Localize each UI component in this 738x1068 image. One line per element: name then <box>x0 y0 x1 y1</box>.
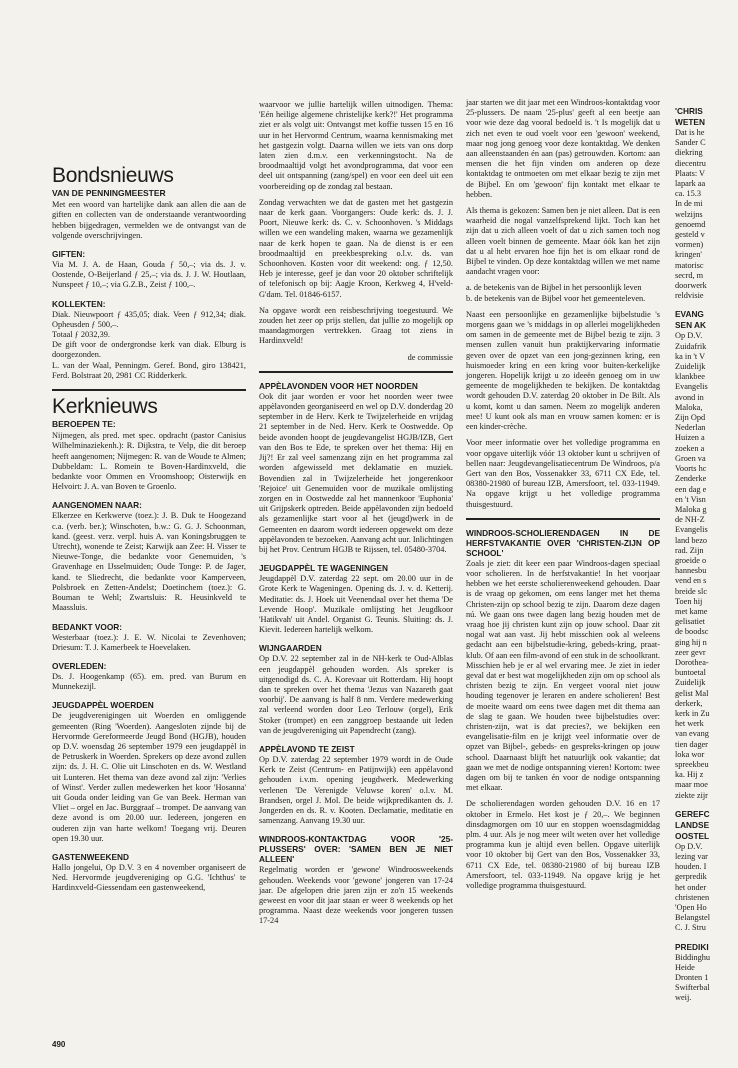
col4-heading-1b: WETEN <box>675 117 705 127</box>
col4-line: hannesbu <box>675 566 707 576</box>
col4-heading-1: 'CHRIS <box>675 106 703 116</box>
col4-line: het werk <box>675 719 704 729</box>
col4-line: Biddinghu <box>675 952 711 962</box>
col4-line: gesteld v <box>675 230 705 240</box>
col4-line: loka wor <box>675 749 705 759</box>
col4-line: avond in <box>675 392 704 402</box>
col4-line: met kame <box>675 606 708 616</box>
col4-line: Dorothea- <box>675 657 709 667</box>
col4-line: Nederlan <box>675 423 706 433</box>
beroepen-text: Nijmegen, als pred. met spec. opdracht (pastor Canisius Wilhelminaziekenh.): R. Dijkstra, te Velp, die dit beroep heeft aangenomen; Nijmegen: R. van de Woude te Almen; Dubbeldam: L. Romein te Boven-Hardinxveld, die bedankte voor Ommen en Vroomshoop; Oisterwijk en Helvoirt: J. A. van Boven te Groenlo. <box>52 431 246 492</box>
col4-line: lapark aa <box>675 179 706 189</box>
col4-line: en 't Visn <box>675 494 706 504</box>
gastenweekend-cont-2: Zondag verwachten we dat de gasten met het gastgezin naar de kerk gaan. Voorgangers: Oude kerk: ds. J. J. Poort, Nieuwe kerk: ds. C. v. Schoonhoven. 's Middags willen we een wandeling maken, waarna we gezamenlijk naar de kerk hopen te gaan. Na de dienst is er een broodmaaltijd en preekbespreking o.l.v. ds. van Schoonhoven. Kosten voor dit weekend: ong. ƒ 12,50. Heb je interesse, geef je dan voor 20 oktober schriftelijk of telefonisch op bij: Aagje Kroon, Kerkweg 4, H'veld-G'dam. Tel. 01846-6157. <box>259 197 453 299</box>
col4-line: ging hij n <box>675 637 707 647</box>
col4-line: Swifterbal <box>675 983 710 993</box>
col4-line: zeer gevr <box>675 647 706 657</box>
windroos-kontaktdag-text: Regelmatig worden er 'gewone' Windroosweekends gehouden. Weekends voor 'gewone' jongeren van 17-24 jaar. De afgelopen drie jaren zijn er zo'n 15 weekends geweest en voor dit jaar staan er weer 8 weekends op het programma. Naast deze weekends voor jongeren tussen 17-24 <box>259 865 453 926</box>
col4-heading-2b: SEN AK <box>675 320 707 331</box>
col4-line: Groen va <box>675 453 706 463</box>
col4-line: weij. <box>675 993 692 1003</box>
aangenomen-heading: AANGENOMEN NAAR: <box>52 500 142 511</box>
col4-line: Zuidafrik <box>675 341 707 351</box>
col4-line: houden. I <box>675 862 707 872</box>
col4-line: doorwerk <box>675 281 707 291</box>
col4-line: Voorts hc <box>675 464 707 474</box>
col4-heading-4: PREDIKI <box>675 941 709 952</box>
section-divider <box>52 389 246 391</box>
col4-line: Zenderke <box>675 474 707 484</box>
kontaktdag-point-b: b. de betekenis van de Bijbel voor het gemeenteleven. <box>466 293 646 303</box>
col4-line: gelisatiet <box>675 617 705 627</box>
penningmeester-signature: L. van der Waal, Penningm. Geref. Bond, giro 138421, Ferd. Bolstraat 20, 2981 CC Ridderkerk. <box>52 360 246 380</box>
col4-line: 'Open Ho <box>675 903 707 913</box>
penningmeester-heading: VAN DE PENNINGMEESTER <box>52 188 166 198</box>
col4-line: Op D.V. <box>675 841 703 851</box>
col4-line: Zuidelijk <box>675 362 706 372</box>
col4-line: derkerk, <box>675 698 703 708</box>
bondsnieuws-intro: Met een woord van hartelijke dank aan allen die aan de giften en collecten van de onderstaande verantwoording hebben bijgedragen, vermelden we de ontvangst van de volgende overschrijvingen. <box>52 200 246 240</box>
col4-heading-3: GEREFC <box>675 808 710 819</box>
col4-block-4 <box>675 953 738 1004</box>
overleden-heading: OVERLEDEN: <box>52 660 107 671</box>
col4-line: Maloka, <box>675 402 703 412</box>
wageningen-heading: JEUGDAPPÈL TE WAGENINGEN <box>259 563 388 574</box>
col4-line: klankbee <box>675 372 705 382</box>
kollekten-text: Diak. Nieuwpoort ƒ 435,05; diak. Veen ƒ 912,34; diak. Opheusden ƒ 500,–. <box>52 309 246 329</box>
col4-line: van evang <box>675 729 709 739</box>
scholierendagen-text-2: De scholierendagen worden gehouden D.V. 16 en 17 oktober in Ermelo. Het kost je ƒ 20,–. We beginnen dinsdagmorgen om 10 uur en stoppen woensdagmiddag plm. 4 uur. Als je nog meer wilt weten over het volledige programma kun je altijd even bellen. Opgave uiterlijk voor 10 oktober bij Gert van den Bos, Vossenakker 33, 6711 CX Ede, tel. 08380-21980 of bij bureau IZB Amersfoort, tel. 033-11949. Na opgave krijg je het volledige programma thuisgestuurd. <box>466 799 660 891</box>
col4-line: spreekbeu <box>675 759 709 769</box>
bedankt-heading: BEDANKT VOOR: <box>52 621 123 632</box>
col4-heading-2: EVANG <box>675 309 704 320</box>
aangenomen-text: Elkerzee en Kerkwerve (toez.): J. B. Duk te Hoogezand c.a. (verb. ber.); Winschoten, b.w.: G. G. J. Schoonman, kand. (geest. verz. verpl. huis A. van Koningsbruggen te Utrecht), wonende te Zeist; Karwijk aan Zee: H. Visser te Nieuwe-Tonge, die bedankte voor Genemuiden, 's Gravenhage en IJsselmuiden; Oude Tonge: P. de Jager, kand. te Sliedrecht, die bedankte voor Kamperveen, Polsbroek en Zetten-Andelst; Doetinchem (toez.): G. Bouman te Wehl; Zwartsluis: R. Heusinkveld te Maassluis. <box>52 511 246 613</box>
col4-line: christenen <box>675 892 710 902</box>
col4-line: een dag e <box>675 484 707 494</box>
zeist-text: Op D.V. zaterdag 22 september 1979 wordt in de Oude Kerk te Zeist (Centrum- en Patijnwijk) een appèlavond gehouden i.v.m. opening jeugdwerk. Medewerking verlenen 'De Verenigde Veluwse koren' o.l.v. M. Brandsen, orgel J. Mol. De beide wijkpredikanten ds. J. Jongerden en ds. R. v. Kooten. Declamatie, meditatie en samenzang. Aanvang 19.30 uur. <box>259 754 453 826</box>
col4-line: Heide <box>675 962 695 972</box>
column-1 <box>52 160 246 900</box>
col4-line: Maloka g <box>675 504 707 514</box>
col4-line: Dat is he <box>675 128 705 137</box>
col4-line: groeide o <box>675 555 707 565</box>
col4-heading-3b: LANDSE <box>675 819 710 830</box>
kontaktdag-cont-2: Als thema is gekozen: Samen ben je niet alleen. Dat is een waarheid die nogal vanzelfsprekend lijkt. Toch kan het zijn dat u zich alleen voelt of dat u zich samen toch nog alleen voelt binnen de gemeente. Maar óók kan het zijn dat u al hebt ervaren hoe fijn het is om elkaar rond de Bijbel te vinden. Op deze kontaktdag willen we met name aandacht vragen voor: <box>466 206 660 277</box>
wijngaarden-text: Op D.V. 22 september zal in de NH-kerk te Oud-Alblas een jeugdappèl gehouden worden. Als spreker is uitgenodigd ds. C. A. Korevaar uit Rotterdam. Hij hoopt dan te spreken over het thema 'Jezus van Nazareth gaat voorbij'. De aanvang is half 8 nm. Verdere medewerking zal verleend worden door Leo Terlouw (orgel), Erik Stoker (trompet) en een zanggroep bestaande uit leden van de jeugdvereniging uit Papendrecht (zang). <box>259 654 453 735</box>
col4-line: Op D.V. <box>675 331 703 341</box>
giften-heading: GIFTEN: <box>52 249 86 260</box>
col4-line: ca. 15.3 <box>675 189 702 199</box>
col4-line: Dronten 1 <box>675 973 709 983</box>
wageningen-text: Jeugdappèl D.V. zaterdag 22 sept. om 20.00 uur in de Grote Kerk te Wageningen. Opening ds. J. v. d. Ketterij. Meditatie: ds. J. Hoek uit Veenendaal over het thema 'De Levende Hoop'. Muzikale omlijsting het Jeugdkoor 'Hatikvah' uit Andel. Organist G. Teunis. Sluiting: ds. J. Kievit. Iedereen hartelijk welkom. <box>259 574 453 635</box>
col4-line: welzijns <box>675 209 703 219</box>
col4-line: In de mi <box>675 199 703 209</box>
kontaktdag-cont-3: Naast een persoonlijke en gezamenlijke bijbelstudie 's morgens gaan we 's middags in op allerlei mogelijkheden om samen in de gemeente met de Bijbel bezig te zijn. 3 mensen zullen vanuit hun praktijkervaring informatie geven over de opzet van een jong-gezinnen kring, een huismoeder kring en een kring voor buiten-kerkelijke jongeren. Hopelijk krijgt u zo ideeën genoeg om in uw gemeente de mogelijkheden te bekijken. De kontaktdag wordt gehouden D.V. zaterdag 20 oktober in De Bilt. Als u komt, komt u dan samen. Neem zo mogelijk anderen mee! U kunt ook als man en vrouw samen komen: er is een kinder-crèche. <box>466 309 660 432</box>
gastenweekend-cont-1: waarvoor we jullie hartelijk willen uitnodigen. Thema: 'Eén heilige algemene christelijke kerk?!' Het programma ziet er als volgt uit: Ontvangst met koffie tussen 15 en 16 uur in het Hervormd Centrum, waarna kennismaking met het gastgezin volgt. Daarna willen we iets van ons dorp laten zien d.m.v. een verkenningstocht. Na de broodmaaltijd volgt het avondprogramma, dat voor een deel uit ontspanning (zang/spel) en voor een deel uit een voorbereiding op de zondag zal bestaan. <box>259 100 453 191</box>
scholierendagen-heading: WINDROOS-SCHOLIERENDAGEN IN DE HERFSTVAKANTIE OVER 'CHRISTEN-ZIJN OP SCHOOL' <box>466 527 660 558</box>
col4-line: maar moe <box>675 780 708 790</box>
kollekten-heading: KOLLEKTEN: <box>52 298 106 309</box>
col4-line: Plaats: V <box>675 168 706 178</box>
col4-block-2 <box>675 331 738 800</box>
col4-line: Toen hij <box>675 596 703 606</box>
col4-block-3 <box>675 842 738 934</box>
col4-line: diekring <box>675 148 703 158</box>
col4-line: de boodsc <box>675 627 709 637</box>
column-3 <box>466 98 660 897</box>
col4-line: buntoetal <box>675 668 706 678</box>
col4-line: reldvisie <box>675 291 704 301</box>
wijngaarden-heading: WIJNGAARDEN <box>259 643 322 654</box>
col4-line: de NH-Z <box>675 515 705 525</box>
column-2 <box>259 100 453 933</box>
gastenweekend-heading: GASTENWEEKEND <box>52 851 129 862</box>
bondsnieuws-title: Bondsnieuws <box>52 164 174 187</box>
col4-line: Evangelis <box>675 525 708 535</box>
col4-heading-3c: OOSTEL <box>675 830 710 841</box>
commissie-signature: de commissie <box>407 352 453 362</box>
col4-line: ka in 't V <box>675 351 706 361</box>
col4-line: land bezo <box>675 535 708 545</box>
col4-line: gerpredik <box>675 872 707 882</box>
gastenweekend-cont-3: Na opgave wordt een reisbeschrijving toegestuurd. We zouden het zeer op prijs stellen, dat jullie zo mogelijk op maandagmorgen vertrekken. Graag tot ziens in Hardinxveld! <box>259 305 453 346</box>
col4-line: gelist Mal <box>675 688 709 698</box>
giften-text: Via M. J. A. de Haan, Gouda ƒ 50,–; via ds. J. v. Oostende, O-Beijerland ƒ 25,–; via ds. J. J. W. Houtlaan, Nunspeet ƒ 10,–; via G.Z.B., Zeist ƒ 100,–. <box>52 260 246 290</box>
col4-line: tien dager <box>675 739 708 749</box>
jeugdappel-woerden-text: De jeugdverenigingen uit Woerden en omliggende gemeenten (Ring 'Woerden). Aangesloten zijnde bij de Hervormde Gereformeerde Jeugd Bond (HGJB), houden op D.V. woensdag 26 september 1979 een jeugdappèl in de Petruskerk in Woerden. Sprekers op deze avond zullen zijn: ds. J. H. C. Olie uit Linschoten en ds. W. Westland uit Lunteren. Het thema van deze avond zal zijn: 'Verlies of Winst'. Verder zullen medewerken het koor 'Hosanna' uit Gouda onder leiding van Ge van Beek. Herman van Vliet – orgel en Jac. Burggraaf – trompet. De aanvang van deze avond is om 20.00 uur. Iedereen, jongeren en ouderen zijn van harte welkom! Toegang vrij. Deuren open 19.30 uur. <box>52 711 246 843</box>
col4-line: Belangstel <box>675 913 711 923</box>
section-divider <box>259 371 453 373</box>
kontaktdag-point-a: a. de betekenis van de Bijbel in het persoonlijk leven <box>466 283 642 293</box>
col4-line: ziekte zijr <box>675 790 708 800</box>
beroepen-heading: BEROEPEN TE: <box>52 419 116 430</box>
gastenweekend-text: Hallo jongelui, Op D.V. 3 en 4 november organiseert de Ned. Hervormde jeugdvereniging op G.G. 'Ichthus' te Hardinxveld-Giessendam een gastenweekend, <box>52 862 246 893</box>
col4-line: Evangelis <box>675 382 708 392</box>
col4-line: Sander C <box>675 138 706 148</box>
appelavonden-heading: APPÈLAVONDEN VOOR HET NOORDEN <box>259 380 418 391</box>
scholierendagen-text: Zoals je ziet: dit keer een paar Windroos-dagen speciaal voor scholieren. In de herfstvakantie! In het voorjaar hebben we het eerste scholierenweekend gehouden. Daar is de vraag op gekomen, om eens langer met het thema Christen-zijn op school bezig te zijn. Daarom deze dagen nú. We gaan ons twee dagen lang bezig houden met de vraag hoe jij christen kunt zijn op jouw school. Daar zit nogal wat aan vast. Jij hebt misschien ook al weleens gedacht aan een bijbelstudie-kring, gebeds-kring, praat-klub. Of aan een film-avond of een stuk in de schoolkrant. Misschien heb je er al wel ervaring mee. Je ziet in ieder geval dat er best wat mogelijkheden zijn om op school als christen bezig te zijn. En vergeet vooral niet jouw houding tegenover je leraren en andere scholieren! Best de moeite waard om eens twee dagen met dit thema aan de slag te gaan. We houden twee bijbelstudies over: christen-zijn, wat is dat precies?, we bekijken een evangelisatie-film en je krijgt veel informatie over de opzet van Bijbel-, gebeds- en gespreks-kringen op jouw school. Daarnaast blijft het natuurlijk ook vakantie; dat gaan we met de nodige ontspanning vieren! Kortom: twee dagen om bij te tanken én voor de nodige ontspanning met elkaar. <box>466 558 660 793</box>
col4-block-1 <box>675 128 738 301</box>
kontaktdag-cont-1: jaar starten we dit jaar met een Windroos-kontaktdag voor 25-plussers. De naam '25-plus' geeft al een beetje aan voor wie deze dag vooral bedoeld is. 't Is mogelijk dat u zich net even te oud voelt voor een 'gewoon' weekend, maar nog jong genoeg voor deze kontaktdag. We denken aan alleenstaanden én aan (pas) getrouwden. Kortom: aan mensen die het fijn vinden om anderen op deze kontaktdag te ontmoeten om met elkaar bezig te zijn met de Bijbel. En om 'gewoon' fijn kontakt met elkaar te hebben. <box>466 98 660 199</box>
col4-line: rad. Zijn <box>675 545 704 555</box>
kerknieuws-title: Kerknieuws <box>52 395 158 419</box>
column-4-cropped <box>675 98 738 1004</box>
col4-line: ka. Hij z <box>675 770 704 780</box>
appelavonden-text: Ook dit jaar worden er voor het noorden weer twee appèlavonden georganiseerd en wel op D.V. donderdag 20 september in de Herv. Kerk te Twijzelerheide en vrijdag 21 september in de Ned. Herv. Kerk te Oostwedde. Op beide avonden hoopt de jeugdevangelist HGJB/IZB, Gert van den Bos te Ede, te spreken over het thema: Hij en Jij?! Er zal veel samenzang zijn en het programma zal worden afgewisseld met deklamatie en muziek. Bovendien zal in Twijzelerheide het jongerenkoor 'Rejoice' uit Genemuiden voor de muzikale omlijsting zorgen en in Oostwedde zal het mannenkoor 'Euphonia' uit Grijpskerk optreden. Beide appèlavonden zijn bedoeld als gezamenlijke start voor al het (jeugd)werk in de Gemeenten en daarom wordt iedereen opgewekt om deze appèlavonden te bezoeken. Aanvang acht uur. Inlichtingen bij het Prov. Centrum HGJB te Rijssen, tel. 05480-3704. <box>259 391 453 554</box>
bedankt-text: Westerbaar (toez.): J. E. W. Nicolai te Zevenhoven; Driesum: T. J. Kamerbeek te Hoevelaken. <box>52 632 246 652</box>
col4-line: lezing var <box>675 852 708 861</box>
col4-line: vend en s <box>675 576 707 586</box>
col4-line: Huizen a <box>675 433 705 443</box>
col4-line: kringen' <box>675 250 702 260</box>
overleden-text: Ds. J. Hoogenkamp (65). em. pred. van Burum en Munnekezijl. <box>52 671 246 692</box>
col4-line: diecentru <box>675 158 706 168</box>
page-number: 490 <box>52 1040 66 1049</box>
col4-line: zoeken a <box>675 443 705 453</box>
kontaktdag-cont-4: Voor meer informatie over het volledige programma en voor opgave uiterlijk vóór 13 oktober kunt u schrijven of bellen naar: Jeugdevangelisatiecentrum De Windroos, p/a Gert van den Bos, Vossenakker 33, 6711 CX Ede, tel. 08380-21980 of bureau IZB, Amersfoort, tel. 033-11949. Na opgave krijgt u het volledige programma thuisgestuurd. <box>466 438 660 509</box>
col4-line: genoemd <box>675 219 706 229</box>
totaal-text: Totaal ƒ 2032,39. <box>52 330 110 340</box>
col4-line: breide slc <box>675 586 708 596</box>
jeugdappel-woerden-heading: JEUGDAPPÈL WOERDEN <box>52 700 154 711</box>
col4-line: kerk in Zu <box>675 708 710 718</box>
zeist-heading: APPÈLAVOND TE ZEIST <box>259 743 355 754</box>
col4-line: Zijn Opd <box>675 413 706 423</box>
col4-line: C. J. Stru <box>675 923 706 933</box>
section-divider <box>466 518 660 520</box>
col4-line: matorisc <box>675 260 704 270</box>
col4-line: Zuidelijk <box>675 678 706 688</box>
windroos-kontaktdag-heading: WINDROOS-KONTAKTDAG VOOR '25-PLUSSERS' OVER: 'SAMEN BEN JE NIET ALLEEN' <box>259 834 453 865</box>
col4-line: secrd, m <box>675 270 704 280</box>
col4-line: vormen) <box>675 240 704 250</box>
col4-line: het onder <box>675 882 707 892</box>
gift-note: De gift voor de ondergrondse kerk van diak. Elburg is doorgezonden. <box>52 340 246 360</box>
